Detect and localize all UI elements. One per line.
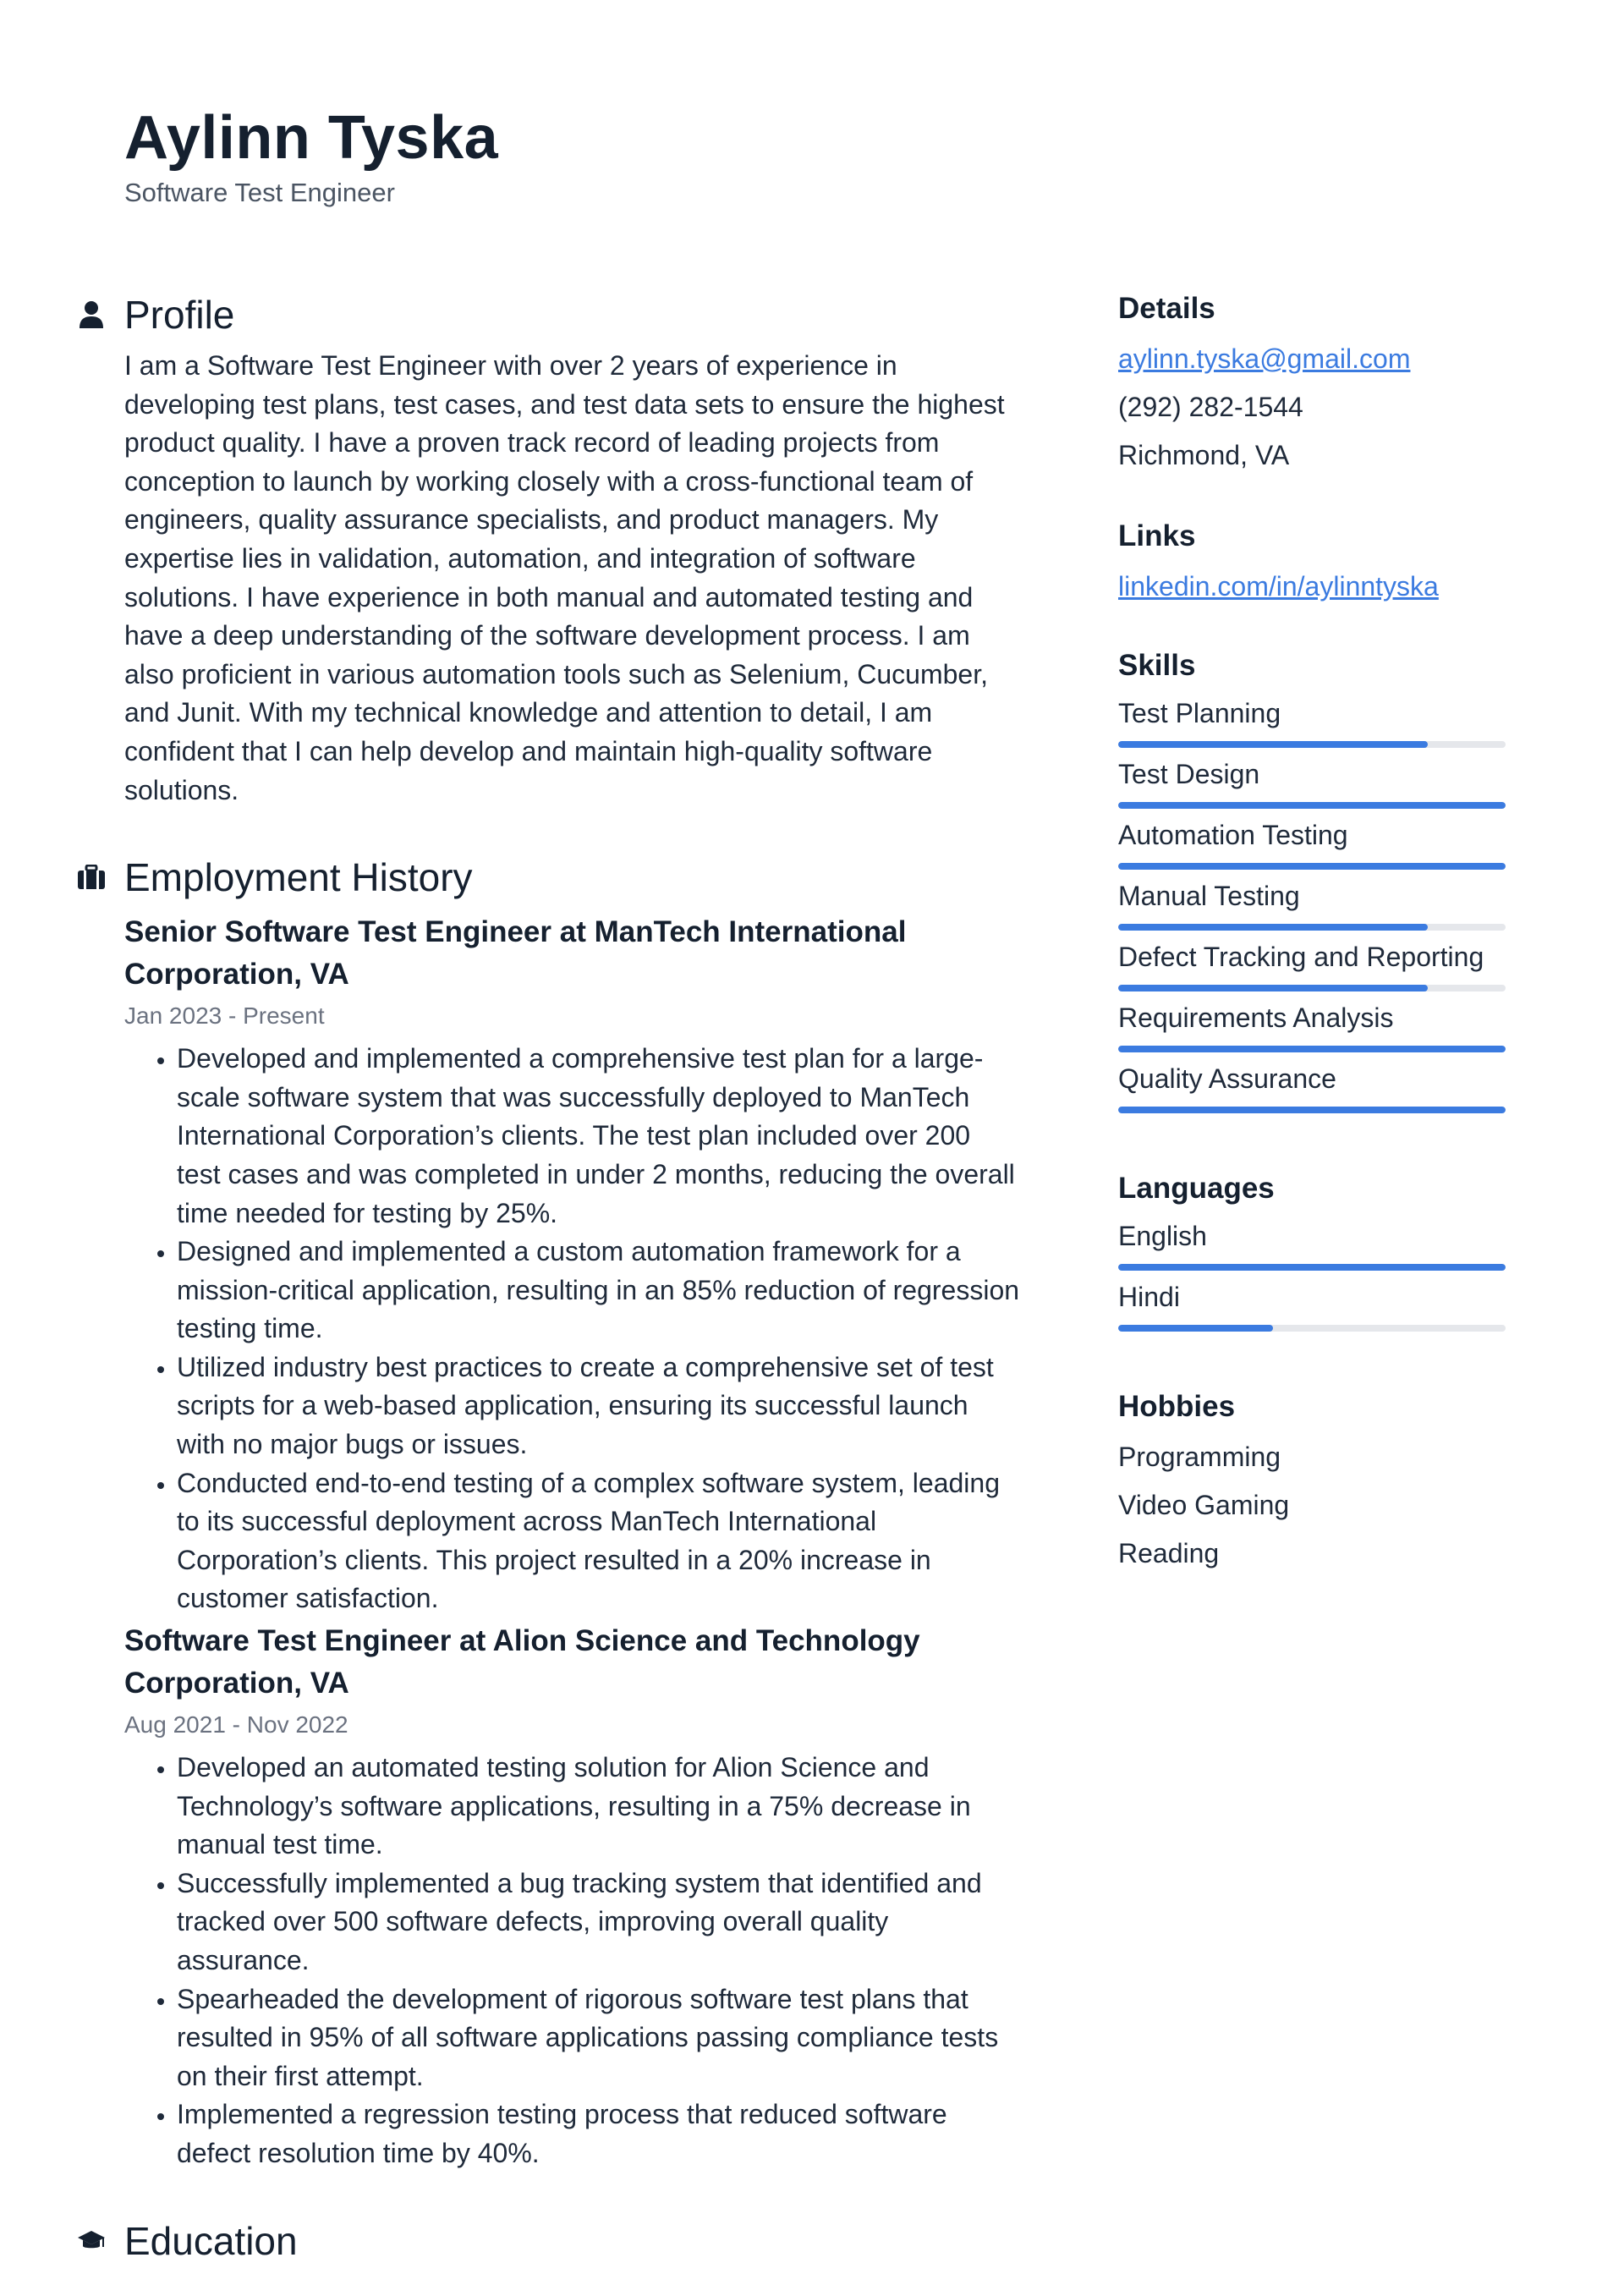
- skill-level-bar: [1118, 1046, 1506, 1052]
- job-entry: [124, 911, 1021, 1618]
- education-heading: Education: [124, 2218, 298, 2263]
- briefcase-icon: [77, 863, 106, 892]
- languages-heading: Languages: [1118, 1172, 1275, 1205]
- job-bullet: • Conducted end-to-end testing of a complex software system, leading to its successful deployment across ManTech International Corporation’s clients. This project resulted in a 20% increase in customer satisfaction.: [177, 1464, 1021, 1618]
- language-item: [1118, 1217, 1506, 1271]
- profile-section: [124, 288, 1021, 810]
- skills-heading: Skills: [1118, 649, 1196, 682]
- employment-heading-row: [124, 850, 1021, 904]
- job-title: Senior Software Test Engineer at ManTech International Corporation, VA: [124, 915, 907, 991]
- skill-level-fill: [1118, 924, 1428, 931]
- skill-item: [1118, 876, 1506, 931]
- job-bullet: • Successfully implemented a bug tracking system that identified and tracked over 500 software defects, improving overall quality assurance.: [177, 1865, 1021, 1980]
- employment-section: [124, 850, 1021, 2172]
- job-bullet: • Developed and implemented a comprehensive test plan for a large-scale software system that was successfully deployed to ManTech International Corporation’s clients. The test plan included over 200 test cases and was completed in under 2 months, reducing the overall time needed for testing by 25%.: [177, 1040, 1021, 1233]
- links-heading: Links: [1118, 519, 1196, 552]
- skill-level-fill: [1118, 1107, 1506, 1113]
- hobbies-list: [1118, 1433, 1506, 1578]
- skill-item: [1118, 1059, 1506, 1113]
- skill-label: Automation Testing: [1118, 820, 1348, 850]
- hobbies-section: [1118, 1386, 1506, 1578]
- skill-level-bar: [1118, 1107, 1506, 1113]
- details-heading: Details: [1118, 292, 1215, 325]
- skill-item: [1118, 755, 1506, 809]
- job-bullet: • Utilized industry best practices to create a comprehensive set of test scripts for a web-based application, ensuring its successful launch with no major bugs or issues.: [177, 1348, 1021, 1464]
- languages-section: [1118, 1167, 1506, 1332]
- skill-label: Requirements Analysis: [1118, 1002, 1394, 1033]
- skill-label: Defect Tracking and Reporting: [1118, 942, 1484, 972]
- person-icon: [77, 300, 106, 329]
- skill-item: [1118, 937, 1506, 991]
- employment-heading: Employment History: [124, 855, 473, 900]
- job-dates: Aug 2021 - Nov 2022: [124, 1711, 348, 1738]
- skill-item: [1118, 694, 1506, 748]
- skill-level-fill: [1118, 985, 1428, 991]
- language-label: English: [1118, 1221, 1207, 1251]
- skills-section: [1118, 645, 1506, 1113]
- skill-level-bar: [1118, 802, 1506, 809]
- skill-level-fill: [1118, 741, 1428, 748]
- details-section: [1118, 288, 1506, 480]
- hobby-item: Programming: [1118, 1442, 1281, 1472]
- skill-label: Test Design: [1118, 759, 1260, 789]
- hobbies-heading: Hobbies: [1118, 1390, 1236, 1423]
- skill-level-bar: [1118, 741, 1506, 748]
- job-bullet: • Designed and implemented a custom automation framework for a mission-critical application, resulting in an 85% reduction of regression testing time.: [177, 1233, 1021, 1348]
- links-section: [1118, 515, 1506, 611]
- job-entry: [124, 1620, 1021, 2173]
- job-bullet: • Developed an automated testing solution for Alion Science and Technology’s software applications, resulting in a 75% decrease in manual test time.: [177, 1749, 1021, 1865]
- language-level-fill: [1118, 1264, 1506, 1271]
- skill-item: [1118, 816, 1506, 870]
- skill-level-bar: [1118, 985, 1506, 991]
- resume-header: [124, 100, 498, 208]
- candidate-name: Aylinn Tyska: [124, 104, 499, 172]
- hobby-item: Reading: [1118, 1538, 1220, 1568]
- language-label: Hindi: [1118, 1282, 1180, 1312]
- language-item: [1118, 1277, 1506, 1332]
- language-level-bar: [1118, 1264, 1506, 1271]
- linkedin-link[interactable]: linkedin.com/in/aylinntyska: [1118, 571, 1439, 601]
- skill-label: Test Planning: [1118, 698, 1281, 728]
- job-title: Software Test Engineer at Alion Science and Technology Corporation, VA: [124, 1624, 920, 1700]
- profile-heading: Profile: [124, 293, 235, 337]
- job-dates: Jan 2023 - Present: [124, 1002, 325, 1030]
- language-level-bar: [1118, 1325, 1506, 1332]
- phone-number: (292) 282-1544: [1118, 392, 1303, 422]
- skill-level-fill: [1118, 802, 1506, 809]
- skill-level-bar: [1118, 924, 1506, 931]
- hobby-item: Video Gaming: [1118, 1490, 1290, 1520]
- graduation-cap-icon: [77, 2227, 106, 2255]
- education-section: [124, 2214, 1021, 2268]
- job-title-subtitle: Software Test Engineer: [124, 178, 395, 207]
- email-link[interactable]: aylinn.tyska@gmail.com: [1118, 343, 1411, 374]
- skill-label: Manual Testing: [1118, 881, 1300, 911]
- profile-summary: I am a Software Test Engineer with over 2 years of experience in developing test plans, test cases, and test data sets to ensure the highest product quality. I have a proven track record of leading projects from conception to launch by working closely with a cross-functional team of engineers, quality assurance specialists, and product managers. My expertise lies in validation, automation, and integration of software solutions. I have experience in both manual and automated testing and have a deep understanding of the software development process. I am also proficient in various automation tools such as Selenium, Cucumber, and Junit. With my technical knowledge and attention to detail, I am confident that I can help develop and maintain high-quality software solutions.: [124, 350, 1005, 805]
- job-bullet: • Implemented a regression testing process that reduced software defect resolution time by 40%.: [177, 2096, 1021, 2172]
- skills-list: [1118, 694, 1506, 1113]
- job-bullets: [124, 1749, 1021, 2173]
- skill-label: Quality Assurance: [1118, 1063, 1336, 1094]
- education-heading-row: [124, 2214, 1021, 2268]
- main-column: [124, 288, 1021, 2268]
- profile-heading-row: [124, 288, 1021, 342]
- skill-level-fill: [1118, 1046, 1506, 1052]
- sidebar: [1118, 288, 1506, 1578]
- skill-level-fill: [1118, 863, 1506, 870]
- languages-list: [1118, 1217, 1506, 1332]
- language-level-fill: [1118, 1325, 1273, 1332]
- job-bullets: [124, 1040, 1021, 1618]
- skill-level-bar: [1118, 863, 1506, 870]
- job-bullet: • Spearheaded the development of rigorous software test plans that resulted in 95% of all software applications passing compliance tests on their first attempt.: [177, 1980, 1021, 2096]
- location: Richmond, VA: [1118, 440, 1290, 470]
- skill-item: [1118, 998, 1506, 1052]
